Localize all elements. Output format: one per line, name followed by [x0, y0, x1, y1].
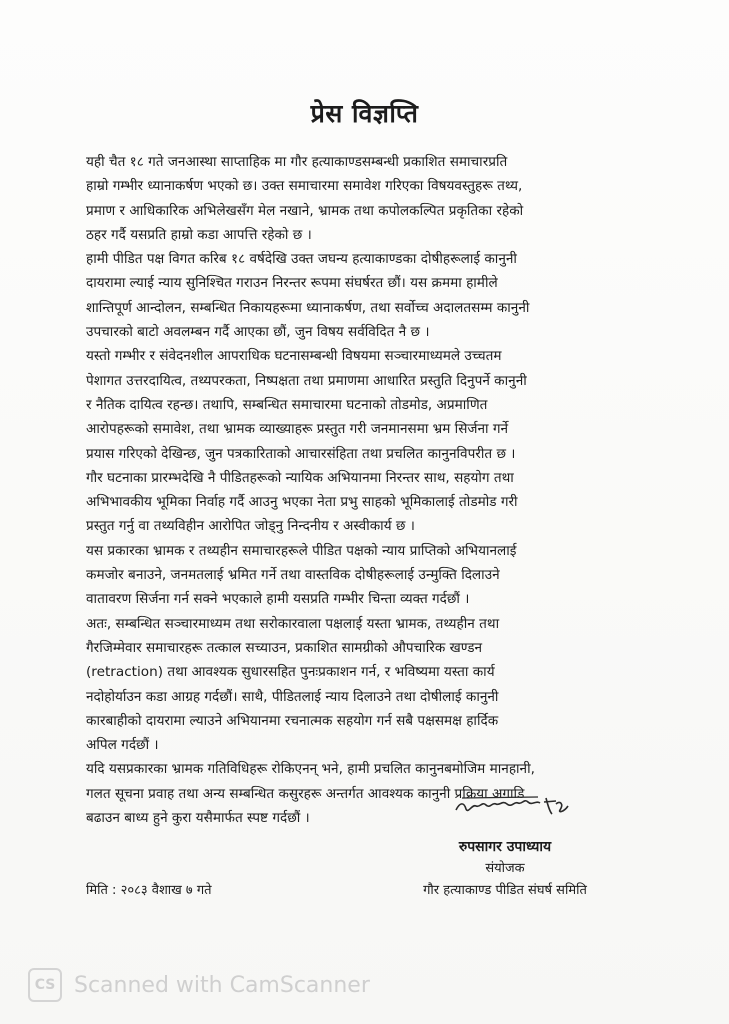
signatory-name: रुपसागर उपाध्याय [458, 839, 552, 855]
watermark-text: Scanned with CamScanner [74, 972, 370, 998]
paragraph [86, 466, 671, 539]
paragraph-line: ठहर गर्दै यसप्रति हाम्रो कडा आपत्ति रहेको छ । [86, 226, 312, 243]
paragraph-line: बढाउन बाध्य हुने कुरा यसैमार्फत स्पष्ट गर्दछौं । [86, 810, 310, 827]
paragraph-line: आरोपहरूको समावेश, तथा भ्रामक व्याख्याहरू प्रस्तुत गरी जनमानसमा भ्रम सिर्जना गर्ने [86, 421, 509, 438]
paragraph-line: कारबाहीको दायरामा ल्याउने अभियानमा रचनात्मक सहयोग गर्न सबै पक्षसमक्ष हार्दिक [86, 712, 499, 729]
paragraph-line: प्रयास गरिएको देखिन्छ, जुन पत्रकारिताको आचारसंहिता तथा प्रचलित कानुनविपरीत छ । [86, 445, 516, 462]
camscanner-watermark [28, 968, 370, 1002]
document-date: मिति : २०८३ वैशाख ७ गते [86, 883, 212, 898]
paragraph-line: उपचारको बाटो अवलम्बन गर्दै आएका छौं, जुन विषय सर्वविदित नै छ । [86, 324, 430, 341]
camscanner-logo-icon: CS [28, 968, 62, 1002]
paragraph [86, 757, 671, 830]
paragraph-line: हामी पीडित पक्ष विगत करिब १८ वर्षदेखि उक्त जघन्य हत्याकाण्डका दोषीहरूलाई कानुनी [86, 251, 517, 268]
paragraph-line: गैरजिम्मेवार समाचारहरू तत्काल सच्याउन, प्रकाशित सामग्रीको औपचारिक खण्डन [86, 639, 483, 656]
paragraph [86, 539, 671, 612]
paragraph-line: (retraction) तथा आवश्यक सुधारसहित पुनःप्रकाशन गर्न, र भविष्यमा यस्ता कार्य [86, 664, 495, 681]
paragraph-line: र नैतिक दायित्व रहन्छ। तथापि, सम्बन्धित समाचारमा घटनाको तोडमोड, अप्रमाणित [86, 396, 488, 413]
signatory-role: संयोजक [485, 861, 525, 876]
paragraph-line: गलत सूचना प्रवाह तथा अन्य सम्बन्धित कसुरहरू अन्तर्गत आवश्यक कानुनी प्रक्रिया अगाडि [86, 785, 525, 802]
paragraph [86, 150, 671, 247]
paragraph-line: अभिभावकीय भूमिका निर्वाह गर्दै आउनु भएका नेता प्रभु साहको भूमिकालाई तोडमोड गरी [86, 494, 518, 511]
paragraph [86, 612, 671, 758]
organization-name: गौर हत्याकाण्ड पीडित संघर्ष समिति [423, 883, 587, 898]
document-title: प्रेस विज्ञप्ति [310, 99, 419, 128]
paragraph-line: प्रमाण र आधिकारिक अभिलेखसँग मेल नखाने, भ्रामक तथा कपोलकल्पित प्रकृतिका रहेको [86, 202, 524, 219]
paragraph-line: नदोहोर्याउन कडा आग्रह गर्दछौं। साथै, पीडितलाई न्याय दिलाउने तथा दोषीलाई कानुनी [86, 688, 499, 705]
paragraph-line: यदि यसप्रकारका भ्रामक गतिविधिहरू रोकिएनन् भने, हामी प्रचलित कानुनबमोजिम मानहानी, [86, 761, 535, 778]
paragraph-line: यही चैत १८ गते जनआस्था साप्ताहिक मा गौर हत्याकाण्डसम्बन्धी प्रकाशित समाचारप्रति [86, 154, 508, 170]
paragraph [86, 344, 671, 465]
paragraph-line: अपिल गर्दछौं । [86, 737, 159, 754]
paragraph-line: पेशागत उत्तरदायित्व, तथ्यपरकता, निष्पक्षता तथा प्रमाणमा आधारित प्रस्तुति दिनुपर्ने कानुनी [86, 372, 527, 389]
paragraph-line: यस प्रकारका भ्रामक र तथ्यहीन समाचारहरूले पीडित पक्षको न्याय प्राप्तिको अभियानलाई [86, 542, 517, 559]
handwritten-signature [452, 792, 572, 818]
paragraph-line: कमजोर बनाउने, जनमतलाई भ्रमित गर्ने तथा वास्तविक दोषीहरूलाई उन्मुक्ति दिलाउने [86, 567, 500, 584]
paragraph-line: वातावरण सिर्जना गर्न सक्ने भएकाले हामी यसप्रति गम्भीर चिन्ता व्यक्त गर्दछौं । [86, 591, 470, 608]
paragraph-line: शान्तिपूर्ण आन्दोलन, सम्बन्धित निकायहरूमा ध्यानाकर्षण, तथा सर्वोच्च अदालतसम्म कानुनी [86, 299, 530, 316]
paragraph-line: यस्तो गम्भीर र संवेदनशील आपराधिक घटनासम्बन्धी विषयमा सञ्चारमाध्यमले उच्चतम [86, 348, 502, 365]
paragraph-line: दायरामा ल्याई न्याय सुनिश्चित गराउन निरन्तर रूपमा संघर्षरत छौं। यस क्रममा हामीले [86, 275, 498, 292]
document-body [86, 150, 671, 830]
paragraph [86, 247, 671, 344]
paragraph-line: प्रस्तुत गर्नु वा तथ्यविहीन आरोपित जोड्नु निन्दनीय र अस्वीकार्य छ । [86, 518, 415, 535]
paragraph-line: गौर घटनाका प्रारम्भदेखि नै पीडितहरूको न्यायिक अभियानमा निरन्तर साथ, सहयोग तथा [86, 469, 514, 486]
paragraph-line: अतः, सम्बन्धित सञ्चारमाध्यम तथा सरोकारवाला पक्षलाई यस्ता भ्रामक, तथ्यहीन तथा [86, 615, 500, 632]
paragraph-line: हाम्रो गम्भीर ध्यानाकर्षण भएको छ। उक्त समाचारमा समावेश गरिएका विषयवस्तुहरू तथ्य, [86, 178, 523, 195]
